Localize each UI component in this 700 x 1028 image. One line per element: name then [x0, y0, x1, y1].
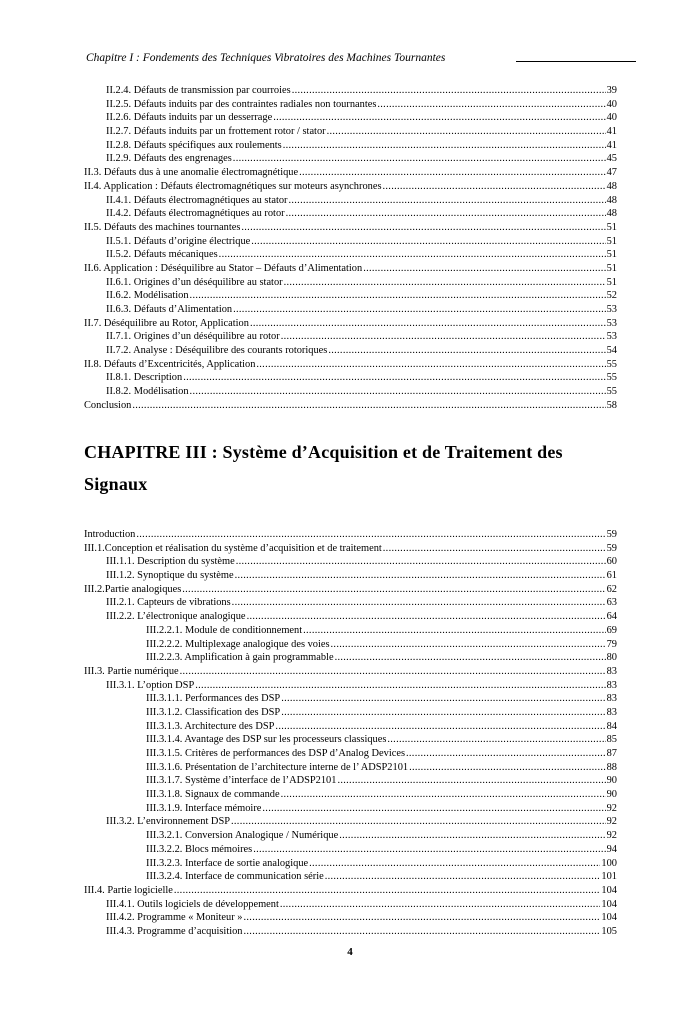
toc-entry-label: III.2.Partie analogiques — [84, 583, 182, 595]
toc-entry — [84, 733, 617, 747]
toc-entry — [84, 98, 617, 112]
toc-entry-label: II.8. Défauts d’Excentricités, Application — [84, 358, 256, 370]
toc-entry-label: III.4.3. Programme d’acquisition — [106, 925, 243, 937]
toc-entry-label: II.4.2. Défauts électromagnétiques au rotor — [106, 208, 285, 220]
toc-entry-label: II.2.8. Défauts spécifiques aux roulements — [106, 139, 282, 151]
toc-entry-label: III.3.1.5. Critères de performances des DSP d’Analog Devices — [146, 748, 406, 759]
toc-leader-dots — [328, 344, 605, 358]
toc-leader-dots — [132, 399, 605, 413]
toc-entry-label: II.2.9. Défauts des engrenages — [106, 153, 232, 165]
toc-leader-dots — [247, 610, 606, 624]
toc-entry-page: 48 — [606, 180, 617, 192]
toc-entry-page: 47 — [606, 167, 617, 179]
toc-entry-label: III.3.2.3. Interface de sortie analogique — [146, 857, 309, 869]
toc-entry-page: 104 — [601, 912, 617, 924]
chapter-title: CHAPITRE III : Système d’Acquisition et de Traitement des Signaux — [84, 442, 563, 494]
toc-entry — [84, 139, 617, 153]
toc-entry-page: 88 — [606, 761, 617, 773]
toc-leader-dots — [190, 289, 606, 303]
toc-leader-dots — [136, 528, 605, 542]
toc-entry-page: 87 — [606, 748, 617, 759]
toc-entry-page: 79 — [606, 638, 617, 650]
toc-entry — [84, 125, 617, 139]
toc-entry-page: 61 — [606, 570, 617, 582]
toc-entry-label: III.2.2.3. Amplification à gain programmable — [146, 652, 334, 664]
toc-entry-label: II.7.1. Origines d’un déséquilibre au rotor — [106, 331, 280, 343]
toc-entry-label: II.7.2. Analyse : Déséquilibre des courants rotoriques — [106, 345, 328, 357]
toc-entry — [84, 651, 617, 665]
toc-leader-dots — [195, 679, 605, 693]
toc-leader-dots — [233, 303, 606, 317]
toc-leader-dots — [232, 596, 606, 610]
toc-entry-page: 48 — [606, 208, 617, 220]
toc-entry — [84, 569, 617, 583]
toc-entry-page: 80 — [606, 652, 617, 664]
toc-entry — [84, 857, 617, 871]
toc-entry-label: III.3.1.7. Système d’interface de l’ADSP2101 — [146, 775, 337, 787]
toc-leader-dots — [327, 125, 606, 139]
toc-leader-dots — [286, 207, 606, 221]
toc-entry-label: II.7. Déséquilibre au Rotor, Application — [84, 317, 249, 329]
toc-entry-label: II.5.1. Défauts d’origine électrique — [106, 235, 251, 247]
toc-entry — [84, 802, 617, 816]
toc-entry — [84, 898, 617, 912]
toc-entry-label: II.2.5. Défauts induits par des contraintes radiales non tournantes — [106, 98, 377, 110]
toc-entry-label: III.3.2.4. Interface de communication série — [146, 871, 324, 883]
toc-entry-page: 92 — [606, 830, 617, 842]
toc-leader-dots — [283, 139, 606, 153]
table-of-contents-part1 — [84, 84, 617, 413]
toc-entry — [84, 720, 617, 734]
toc-leader-dots — [281, 706, 605, 720]
toc-entry — [84, 542, 617, 556]
toc-entry-label: II.3. Défauts dus à une anomalie électromagnétique — [84, 167, 299, 179]
toc-entry — [84, 774, 617, 788]
toc-leader-dots — [409, 761, 606, 775]
toc-entry-label: II.5. Défauts des machines tournantes — [84, 221, 241, 233]
toc-entry-label: II.6.3. Défauts d’Alimentation — [106, 304, 233, 315]
toc-entry — [84, 843, 617, 857]
toc-entry-page: 83 — [606, 706, 617, 718]
toc-entry — [84, 180, 617, 194]
toc-entry — [84, 344, 617, 358]
toc-entry-page: 40 — [606, 98, 617, 110]
toc-entry-page: 53 — [606, 331, 617, 343]
toc-leader-dots — [250, 317, 606, 331]
toc-leader-dots — [383, 542, 606, 556]
page-number: 4 — [347, 946, 353, 958]
running-header — [86, 50, 636, 66]
toc-entry — [84, 385, 617, 399]
toc-entry — [84, 665, 617, 679]
toc-entry-label: Introduction — [84, 529, 136, 540]
toc-entry — [84, 207, 617, 221]
toc-leader-dots — [281, 788, 606, 802]
toc-entry — [84, 870, 617, 884]
toc-entry-label: III.3.1.3. Architecture des DSP — [146, 720, 275, 732]
toc-leader-dots — [235, 569, 606, 583]
toc-entry — [84, 583, 617, 597]
toc-entry-label: III.1.1. Description du système — [106, 556, 235, 568]
toc-entry — [84, 815, 617, 829]
toc-entry-label: III.2.2. L’électronique analogique — [106, 611, 246, 623]
toc-entry-page: 85 — [606, 734, 617, 746]
toc-leader-dots — [256, 358, 605, 372]
toc-entry-label: II.6.1. Origines d’un déséquilibre au stator — [106, 276, 283, 288]
toc-leader-dots — [183, 371, 605, 385]
toc-leader-dots — [303, 624, 605, 638]
toc-entry — [84, 194, 617, 208]
toc-entry-label: III.3.1.1. Performances des DSP — [146, 693, 281, 705]
toc-entry-label: III.3.1.8. Signaux de commande — [146, 789, 280, 801]
toc-leader-dots — [339, 829, 605, 843]
toc-leader-dots — [325, 870, 601, 884]
toc-leader-dots — [241, 221, 605, 235]
toc-entry-label: III.3.1.6. Présentation de l’architecture interne de l’ ADSP2101 — [146, 761, 409, 773]
toc-entry-page: 53 — [606, 317, 617, 329]
toc-entry-label: III.2.2.2. Multiplexage analogique des voies — [146, 638, 330, 650]
toc-entry-page: 69 — [606, 624, 617, 636]
toc-leader-dots — [190, 385, 606, 399]
toc-entry-page: 55 — [606, 358, 617, 370]
toc-leader-dots — [253, 843, 605, 857]
toc-leader-dots — [231, 815, 606, 829]
toc-entry-page: 90 — [606, 775, 617, 787]
toc-entry-label: II.4.1. Défauts électromagnétiques au stator — [106, 194, 288, 206]
toc-entry-page: 51 — [606, 249, 617, 261]
toc-entry-label: II.6.2. Modélisation — [106, 290, 189, 302]
running-header-text: Chapitre I : Fondements des Techniques Vibratoires des Machines Tournantes — [86, 52, 446, 64]
toc-entry-page: 104 — [601, 884, 617, 896]
toc-entry — [84, 166, 617, 180]
toc-entry-page: 100 — [601, 857, 617, 869]
toc-entry-page: 53 — [606, 304, 617, 315]
toc-leader-dots — [280, 898, 601, 912]
toc-entry — [84, 111, 617, 125]
toc-entry-label: III.1.Conception et réalisation du système d’acquisition et de traitement — [84, 542, 382, 554]
toc-entry — [84, 221, 617, 235]
toc-entry-label: III.3.1.2. Classification des DSP — [146, 706, 281, 718]
toc-leader-dots — [233, 152, 606, 166]
toc-entry-page: 52 — [606, 290, 617, 302]
toc-leader-dots — [273, 111, 605, 125]
toc-entry — [84, 289, 617, 303]
toc-entry-label: III.3.1.9. Interface mémoire — [146, 802, 262, 814]
toc-entry — [84, 692, 617, 706]
toc-entry — [84, 679, 617, 693]
toc-entry-page: 84 — [606, 720, 617, 732]
toc-entry-page: 62 — [606, 583, 617, 595]
toc-leader-dots — [299, 166, 606, 180]
toc-entry-label: III.4. Partie logicielle — [84, 884, 173, 896]
toc-entry-page: 40 — [606, 112, 617, 124]
toc-entry-page: 55 — [606, 372, 617, 384]
toc-entry — [84, 911, 617, 925]
toc-entry-label: III.3.2.2. Blocs mémoires — [146, 843, 253, 855]
toc-entry — [84, 276, 617, 290]
toc-entry — [84, 528, 617, 542]
toc-entry-page: 94 — [606, 843, 617, 855]
toc-entry — [84, 761, 617, 775]
toc-entry — [84, 262, 617, 276]
toc-entry-label: III.3.1.4. Avantage des DSP sur les processeurs classiques — [146, 734, 387, 746]
toc-leader-dots — [331, 638, 606, 652]
toc-entry — [84, 555, 617, 569]
toc-leader-dots — [281, 692, 605, 706]
toc-entry-page: 105 — [601, 925, 617, 937]
toc-entry-label: III.4.2. Programme « Moniteur » — [106, 912, 243, 924]
toc-leader-dots — [244, 925, 601, 939]
toc-entry-label: II.2.4. Défauts de transmission par courroies — [106, 85, 291, 96]
toc-entry — [84, 638, 617, 652]
toc-entry-page: 48 — [606, 194, 617, 206]
toc-entry-label: III.3. Partie numérique — [84, 665, 179, 677]
toc-entry — [84, 235, 617, 249]
toc-leader-dots — [363, 262, 605, 276]
toc-leader-dots — [383, 180, 606, 194]
toc-entry — [84, 152, 617, 166]
toc-entry-page: 51 — [606, 262, 617, 274]
toc-entry — [84, 829, 617, 843]
toc-entry — [84, 84, 617, 98]
toc-leader-dots — [219, 248, 606, 262]
toc-entry-label: II.5.2. Défauts mécaniques — [106, 249, 218, 261]
toc-entry-page: 101 — [601, 871, 617, 883]
toc-entry-label: II.8.2. Modélisation — [106, 386, 189, 398]
header-rule — [516, 61, 636, 62]
toc-entry-page: 64 — [606, 611, 617, 623]
toc-entry-label: III.1.2. Synoptique du système — [106, 570, 234, 582]
toc-leader-dots — [236, 555, 606, 569]
toc-leader-dots — [251, 235, 605, 249]
toc-leader-dots — [292, 84, 606, 98]
table-of-contents-part2 — [84, 528, 617, 939]
toc-leader-dots — [387, 733, 605, 747]
toc-entry-page: 51 — [606, 276, 617, 288]
toc-entry — [84, 624, 617, 638]
toc-leader-dots — [174, 884, 601, 898]
toc-entry-page: 63 — [606, 597, 617, 609]
toc-entry — [84, 610, 617, 624]
toc-entry-page: 45 — [606, 153, 617, 165]
toc-leader-dots — [309, 857, 600, 871]
toc-entry-page: 51 — [606, 235, 617, 247]
toc-entry-label: III.3.1. L’option DSP — [106, 679, 195, 691]
toc-entry-page: 60 — [606, 556, 617, 568]
toc-entry-label: Conclusion — [84, 399, 132, 411]
toc-leader-dots — [284, 276, 606, 290]
toc-leader-dots — [281, 330, 606, 344]
toc-entry-page: 39 — [606, 85, 617, 96]
toc-entry-label: II.2.6. Défauts induits par un desserrage — [106, 112, 273, 124]
toc-entry — [84, 747, 617, 761]
toc-entry-page: 58 — [606, 399, 617, 411]
toc-entry-page: 41 — [606, 126, 617, 138]
toc-entry-page: 83 — [606, 665, 617, 677]
toc-entry-label: II.8.1. Description — [106, 372, 183, 384]
toc-leader-dots — [337, 774, 605, 788]
toc-entry-label: III.2.1. Capteurs de vibrations — [106, 597, 231, 609]
toc-entry — [84, 788, 617, 802]
toc-leader-dots — [182, 583, 605, 597]
toc-entry — [84, 248, 617, 262]
toc-entry-page: 92 — [606, 802, 617, 814]
toc-entry — [84, 303, 617, 317]
toc-entry-label: II.2.7. Défauts induits par un frottement rotor / stator — [106, 126, 326, 138]
toc-entry — [84, 317, 617, 331]
toc-entry — [84, 371, 617, 385]
toc-entry-label: III.4.1. Outils logiciels de développement — [106, 898, 279, 910]
toc-entry-label: II.6. Application : Déséquilibre au Stator – Défauts d’Alimentation — [84, 262, 363, 274]
toc-entry — [84, 358, 617, 372]
toc-entry-page: 92 — [606, 816, 617, 828]
toc-leader-dots — [244, 911, 601, 925]
toc-entry-page: 41 — [606, 139, 617, 151]
toc-entry — [84, 884, 617, 898]
toc-entry-page: 51 — [606, 221, 617, 233]
toc-leader-dots — [377, 98, 605, 112]
toc-entry-label: III.2.2.1. Module de conditionnement — [146, 624, 303, 636]
toc-entry-page: 83 — [606, 693, 617, 705]
toc-entry-page: 59 — [606, 542, 617, 554]
toc-entry-page: 55 — [606, 386, 617, 398]
toc-entry — [84, 706, 617, 720]
toc-leader-dots — [180, 665, 606, 679]
toc-leader-dots — [262, 802, 605, 816]
toc-entry-page: 83 — [606, 679, 617, 691]
toc-entry-label: III.3.2. L’environnement DSP — [106, 816, 230, 828]
toc-entry-label: III.3.2.1. Conversion Analogique / Numérique — [146, 830, 339, 842]
toc-leader-dots — [406, 747, 606, 761]
toc-entry — [84, 925, 617, 939]
toc-entry-page: 59 — [606, 529, 617, 540]
toc-entry — [84, 596, 617, 610]
toc-leader-dots — [335, 651, 606, 665]
toc-entry — [84, 330, 617, 344]
toc-leader-dots — [275, 720, 605, 734]
toc-entry-label: II.4. Application : Défauts électromagnétiques sur moteurs asynchrones — [84, 180, 382, 192]
toc-entry-page: 54 — [606, 345, 617, 357]
toc-entry-page: 104 — [601, 898, 617, 910]
toc-entry — [84, 399, 617, 413]
toc-entry-page: 90 — [606, 789, 617, 801]
toc-leader-dots — [288, 194, 605, 208]
